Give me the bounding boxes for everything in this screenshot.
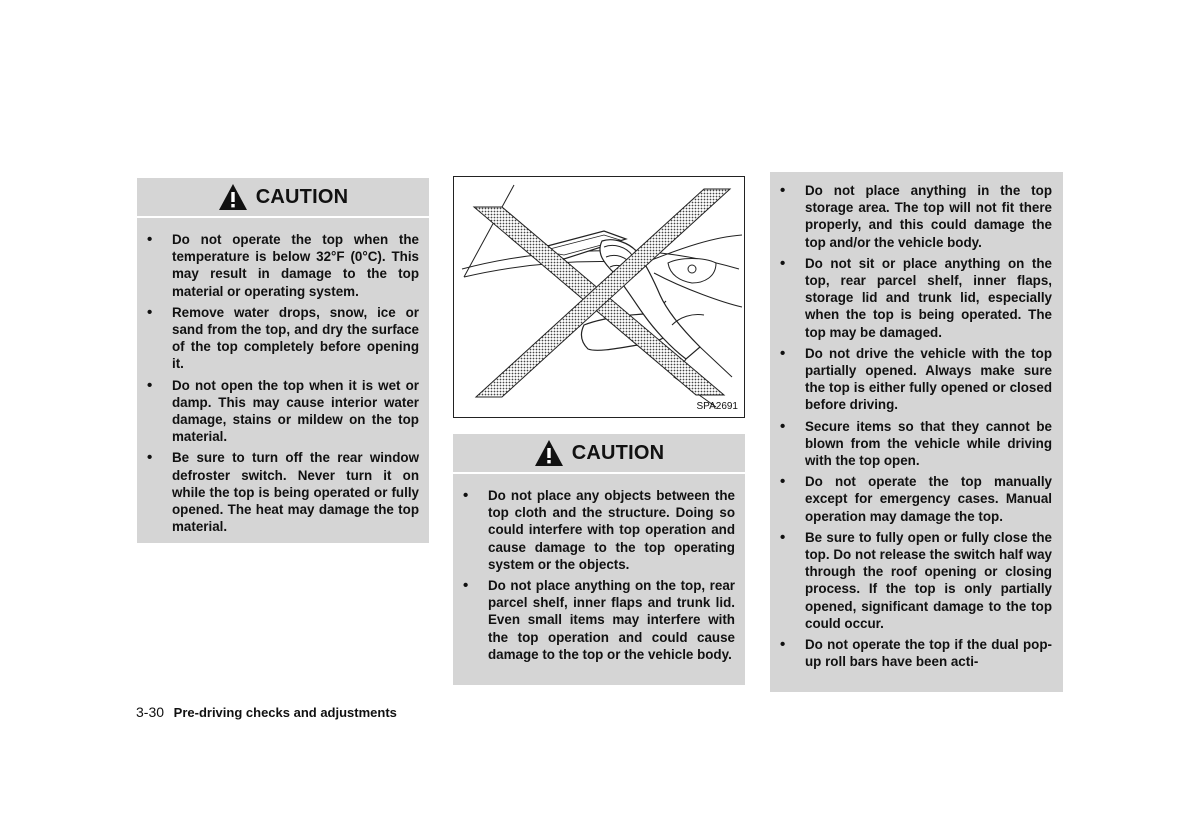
- right-caution-list: [770, 182, 1052, 674]
- list-item: • Secure items so that they cannot be blown from the vehicle while driving with the top open.: [770, 418, 1052, 470]
- left-caution-list: [137, 231, 419, 539]
- figure-code: SPA2691: [696, 401, 738, 412]
- middle-caution-body: [453, 474, 745, 685]
- list-item: • Remove water drops, snow, ice or sand from the top, and dry the surface of the top completely before opening it.: [137, 304, 419, 373]
- section-title: Pre-driving checks and adjustments: [173, 705, 397, 720]
- left-caution-header: [137, 178, 429, 218]
- left-caution-title: CAUTION: [255, 185, 349, 208]
- left-caution-body: [137, 218, 429, 543]
- car-interior-illustration: [454, 177, 744, 417]
- list-item: • Be sure to turn off the rear window defroster switch. Never turn it on while the top is being operated or fully opened. The heat may damage the top material.: [137, 449, 419, 535]
- illustration-figure: [453, 176, 745, 418]
- page-number: 3-30: [136, 704, 165, 720]
- list-item: • Do not place anything in the top storage area. The top will not fit there properly, and this could damage the top and/or the vehicle body.: [770, 182, 1052, 251]
- list-item: • Be sure to fully open or fully close the top. Do not release the switch half way through the roof opening or closing process. If the top is only partially opened, significant damage to the top could occur.: [770, 529, 1052, 632]
- list-item: • Do not place any objects between the top cloth and the structure. Doing so could interfere with top operation and cause damage to the top operating system or the objects.: [453, 487, 735, 573]
- page-footer: [136, 704, 397, 720]
- list-item: • Do not drive the vehicle with the top partially opened. Always make sure the top is either fully opened or closed before driving.: [770, 345, 1052, 414]
- right-caution-panel: [770, 172, 1063, 692]
- middle-caution-header: [453, 434, 745, 474]
- list-item: • Do not sit or place anything on the top, rear parcel shelf, inner flaps, storage lid and trunk lid, especially when the top is being operated. The top may be damaged.: [770, 255, 1052, 341]
- list-item: • Do not operate the top manually except for emergency cases. Manual operation may damage the top.: [770, 473, 1052, 525]
- list-item: • Do not open the top when it is wet or damp. This may cause interior water damage, stains or mildew on the top material.: [137, 377, 419, 446]
- list-item: • Do not place anything on the top, rear parcel shelf, inner flaps and trunk lid. Even small items may interfere with the top operation and could cause damage to the top or the vehicle body.: [453, 577, 735, 663]
- middle-caution-title: CAUTION: [571, 441, 665, 464]
- list-item: • Do not operate the top when the temperature is below 32°F (0°C). This may result in damage to the top material or operating system.: [137, 231, 419, 300]
- warning-icon: [218, 183, 248, 211]
- warning-icon: [534, 439, 564, 467]
- list-item: • Do not operate the top if the dual pop-up roll bars have been acti-: [770, 636, 1052, 670]
- middle-caution-list: [453, 487, 735, 667]
